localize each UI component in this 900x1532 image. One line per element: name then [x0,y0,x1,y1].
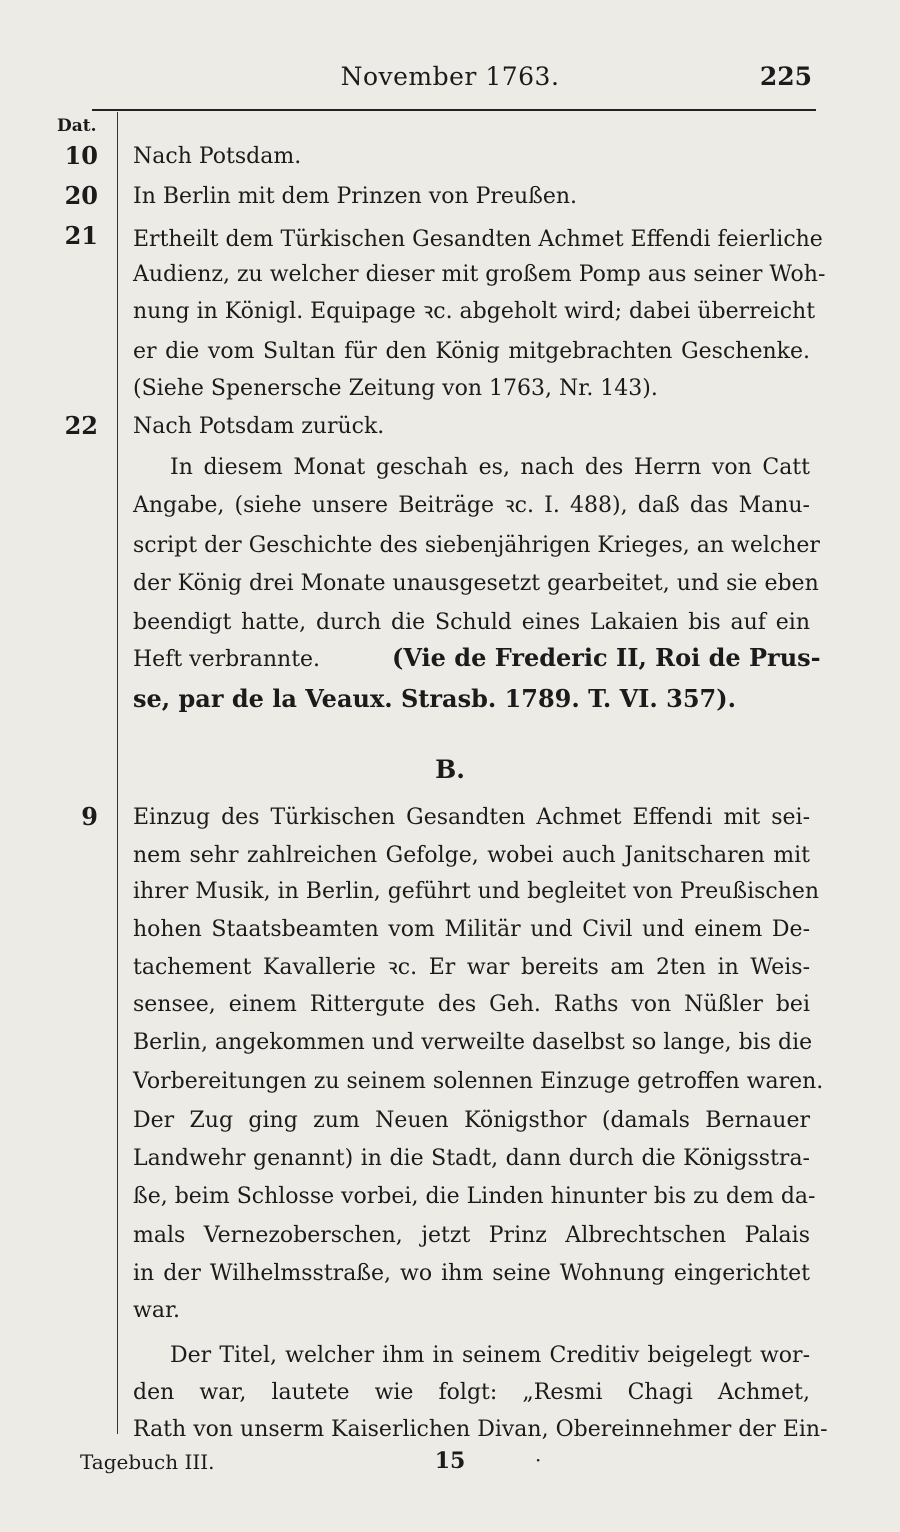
signature-mark: 15 [434,1448,466,1474]
paragraph-line: Angabe, (siehe unsere Beiträge ꝛc. I. 488), daß das Manu- [133,493,810,518]
entry-line: sensee, einem Rittergute des Geh. Raths von Nüßler bei [133,992,810,1017]
entry-line: nung in Königl. Equipage ꝛc. abgeholt wird; dabei überreicht [133,299,816,324]
entry-day: 20 [64,181,98,210]
section-heading: B. [435,755,465,784]
entry-line: er die vom Sultan für den König mitgebrachten Geschenke. [133,339,810,364]
entry-line: mals Vernezoberschen, jetzt Prinz Albrechtschen Palais [133,1223,810,1248]
paragraph-line: script der Geschichte des siebenjährigen Krieges, an welcher [133,533,820,558]
entry-line: Audienz, zu welcher dieser mit großem Pomp aus seiner Woh- [133,262,826,287]
date-column-label: Dat. [57,116,97,136]
entry-line: Nach Potsdam zurück. [133,414,385,439]
entry-line: nem sehr zahlreichen Gefolge, wobei auch Janitscharen mit [133,843,810,868]
entry-line: tachement Kavallerie ꝛc. Er war bereits am 2ten in Weis- [133,955,810,980]
paragraph-line: Heft verbrannte. [133,647,321,672]
entry-day: 21 [64,221,98,250]
paragraph-line: den war, lautete wie folgt: „Resmi Chagi Achmet, [133,1380,810,1405]
entry-line: Ertheilt dem Türkischen Gesandten Achmet Effendi feierliche [133,227,823,252]
latin-citation-part2: se, par de la Veaux. Strasb. 1789. T. VI. 357). [133,684,736,713]
entry-line: Der Zug ging zum Neuen Königsthor (damals Bernauer [133,1108,810,1133]
latin-citation-part1: (Vie de Frederic II, Roi de Prus- [392,643,821,672]
entry-line: In Berlin mit dem Prinzen von Preußen. [133,184,577,209]
paragraph-line: beendigt hatte, durch die Schuld eines Lakaien bis auf ein [133,610,810,635]
paragraph-line: Der Titel, welcher ihm in seinem Creditiv beigelegt wor- [170,1343,810,1368]
page-number: 225 [759,62,812,91]
header-rule [92,109,816,111]
entry-line: Landwehr genannt) in die Stadt, dann durch die Königsstra- [133,1146,810,1171]
entry-line: Berlin, angekommen und verweilte daselbst so lange, bis die [133,1030,813,1055]
footer-volume: Tagebuch III. [80,1450,215,1474]
running-header-title: November 1763. [340,62,560,91]
footer-dot: · [535,1448,542,1472]
entry-line: Nach Potsdam. [133,144,302,169]
entry-line: hohen Staatsbeamten vom Militär und Civil und einem De- [133,917,810,942]
paragraph-line: Rath von unserm Kaiserlichen Divan, Obereinnehmer der Ein- [133,1417,828,1442]
paragraph-line: der König drei Monate unausgesetzt gearbeitet, und sie eben [133,571,819,596]
entry-line: Vorbereitungen zu seinem solennen Einzuge getroffen waren. [133,1069,824,1094]
entry-day: 9 [81,802,98,831]
entry-line: (Siehe Spenersche Zeitung von 1763, Nr. 143). [133,376,658,401]
entry-line: ße, beim Schlosse vorbei, die Linden hinunter bis zu dem da- [133,1184,816,1209]
entry-day: 10 [64,141,98,170]
entry-line: Einzug des Türkischen Gesandten Achmet Effendi mit sei- [133,805,810,830]
entry-line: ihrer Musik, in Berlin, geführt und begleitet von Preußischen [133,879,820,904]
entry-line: in der Wilhelmsstraße, wo ihm seine Wohnung eingerichtet [133,1261,810,1286]
entry-day: 22 [64,411,98,440]
paragraph-line: In diesem Monat geschah es, nach des Herrn von Catt [170,455,810,480]
entry-line: war. [133,1298,181,1323]
